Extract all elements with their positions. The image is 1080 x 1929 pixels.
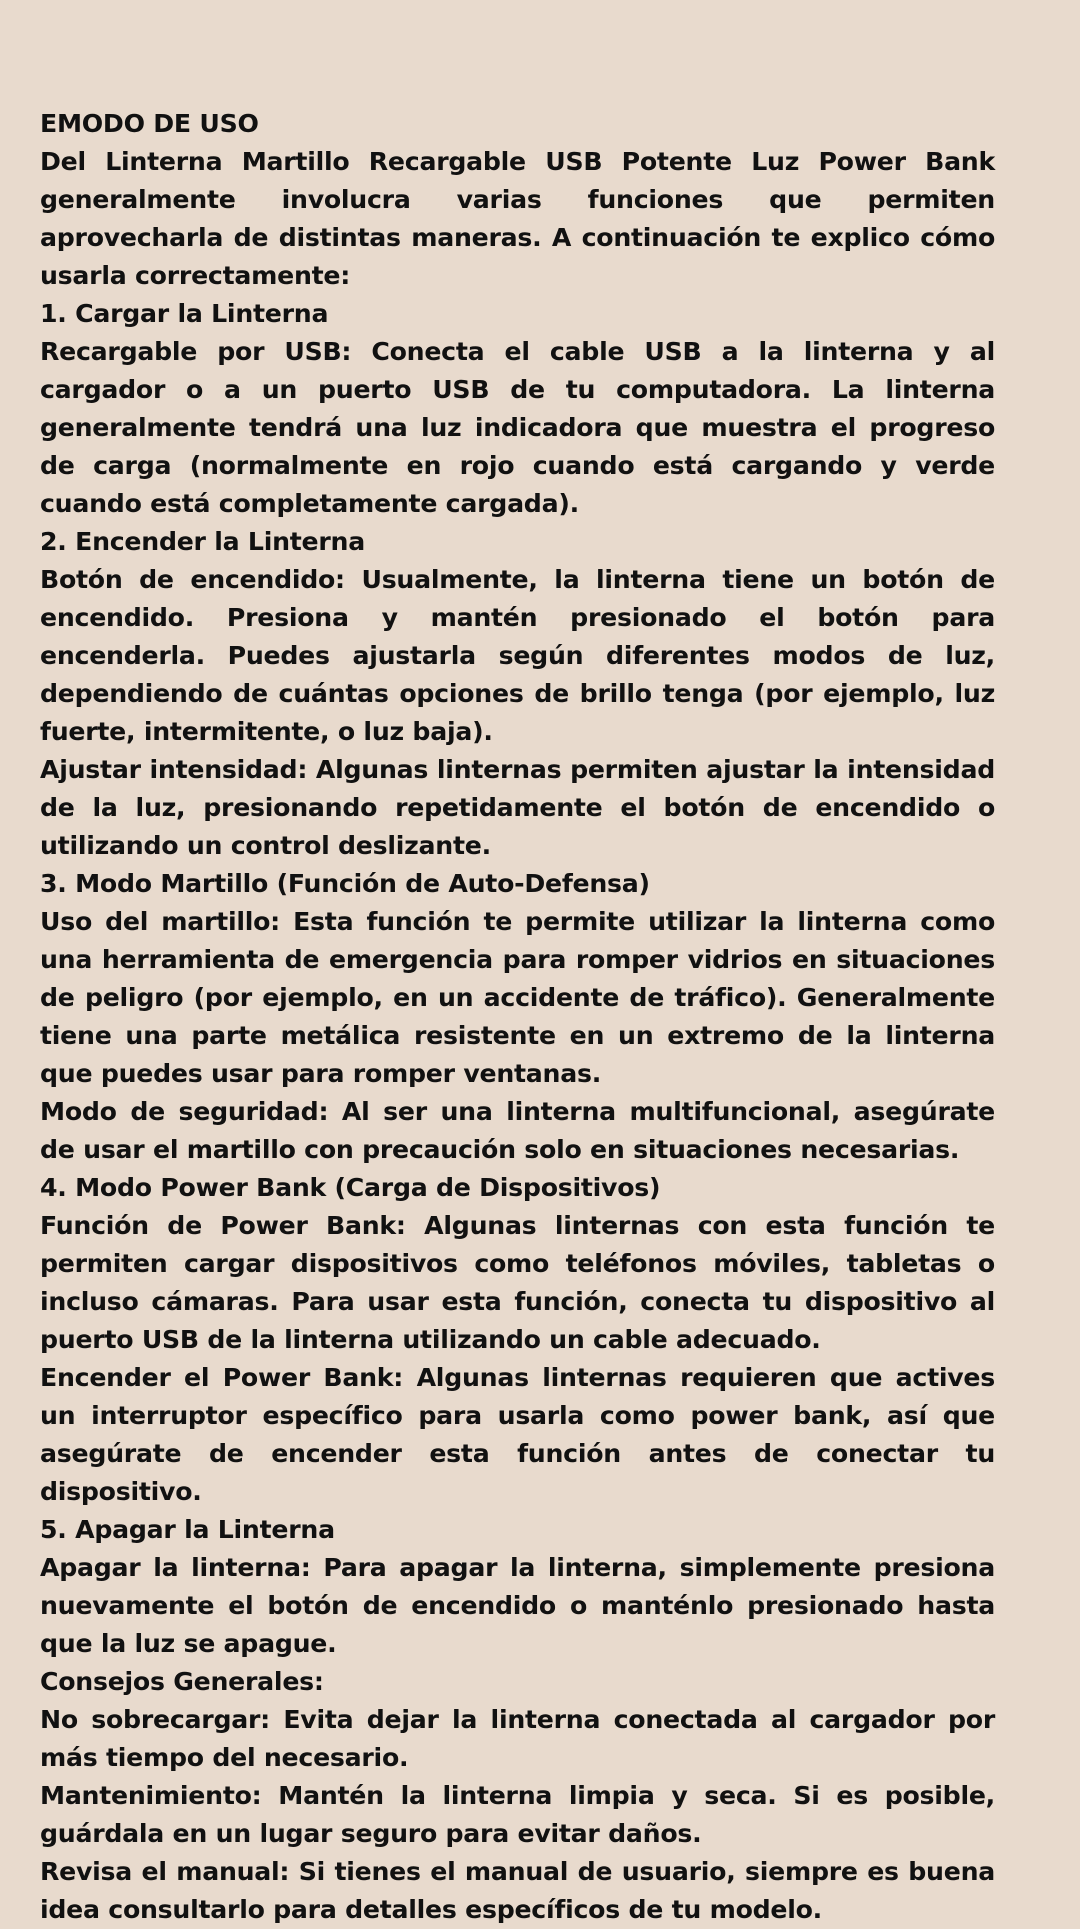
paragraph-no-sobrecargar: No sobrecargar: Evita dejar la linterna conectada al cargador por más tiempo del necesario. xyxy=(40,1705,995,1772)
paragraph-modo-seguridad: Modo de seguridad: Al ser una linterna multifuncional, asegúrate de usar el martillo con precaución solo en situaciones necesarias. xyxy=(40,1097,995,1164)
section-heading-martillo: 3. Modo Martillo (Función de Auto-Defensa) xyxy=(40,869,650,898)
paragraph-uso-martillo: Uso del martillo: Esta función te permite utilizar la linterna como una herramienta de emergencia para romper vidrios en situaciones de peligro (por ejemplo, en un accidente de tráfico). Generalmente tiene una parte metálica resistente en un extremo de la linterna que puedes usar para romper ventanas. xyxy=(40,907,995,1088)
section-heading-cargar: 1. Cargar la Linterna xyxy=(40,299,329,328)
document-body xyxy=(40,105,995,1929)
paragraph-funcion-power-bank: Función de Power Bank: Algunas linternas con esta función te permiten cargar dispositivos como teléfonos móviles, tabletas o incluso cámaras. Para usar esta función, conecta tu dispositivo al puerto USB de la linterna utilizando un cable adecuado. xyxy=(40,1211,995,1354)
paragraph-encender-power-bank: Encender el Power Bank: Algunas linternas requieren que actives un interruptor específico para usarla como power bank, así que asegúrate de encender esta función antes de conectar tu dispositivo. xyxy=(40,1363,995,1506)
paragraph-ajustar-intensidad: Ajustar intensidad: Algunas linternas permiten ajustar la intensidad de la luz, presionando repetidamente el botón de encendido o utilizando un control deslizante. xyxy=(40,755,995,860)
document-title: EMODO DE USO xyxy=(40,109,259,138)
paragraph-revisa-manual: Revisa el manual: Si tienes el manual de usuario, siempre es buena idea consultarlo para detalles específicos de tu modelo. xyxy=(40,1857,995,1924)
paragraph-mantenimiento: Mantenimiento: Mantén la linterna limpia y seca. Si es posible, guárdala en un lugar seguro para evitar daños. xyxy=(40,1781,995,1848)
paragraph-apagar-linterna: Apagar la linterna: Para apagar la linterna, simplemente presiona nuevamente el botón de encendido o manténlo presionado hasta que la luz se apague. xyxy=(40,1553,995,1658)
paragraph-boton-encendido: Botón de encendido: Usualmente, la linterna tiene un botón de encendido. Presiona y mantén presionado el botón para encenderla. Puedes ajustarla según diferentes modos de luz, dependiendo de cuántas opciones de brillo tenga (por ejemplo, luz fuerte, intermitente, o luz baja). xyxy=(40,565,995,746)
section-heading-consejos: Consejos Generales: xyxy=(40,1667,324,1696)
paragraph-recargable-usb: Recargable por USB: Conecta el cable USB a la linterna y al cargador o a un puerto USB de tu computadora. La linterna generalmente tendrá una luz indicadora que muestra el progreso de carga (normalmente en rojo cuando está cargando y verde cuando está completamente cargada). xyxy=(40,337,995,518)
section-heading-power-bank: 4. Modo Power Bank (Carga de Dispositivos) xyxy=(40,1173,661,1202)
section-heading-encender: 2. Encender la Linterna xyxy=(40,527,365,556)
intro-paragraph: Del Linterna Martillo Recargable USB Potente Luz Power Bank generalmente involucra varias funciones que permiten aprovecharla de distintas maneras. A continuación te explico cómo usarla correctamente: xyxy=(40,147,995,290)
section-heading-apagar: 5. Apagar la Linterna xyxy=(40,1515,335,1544)
